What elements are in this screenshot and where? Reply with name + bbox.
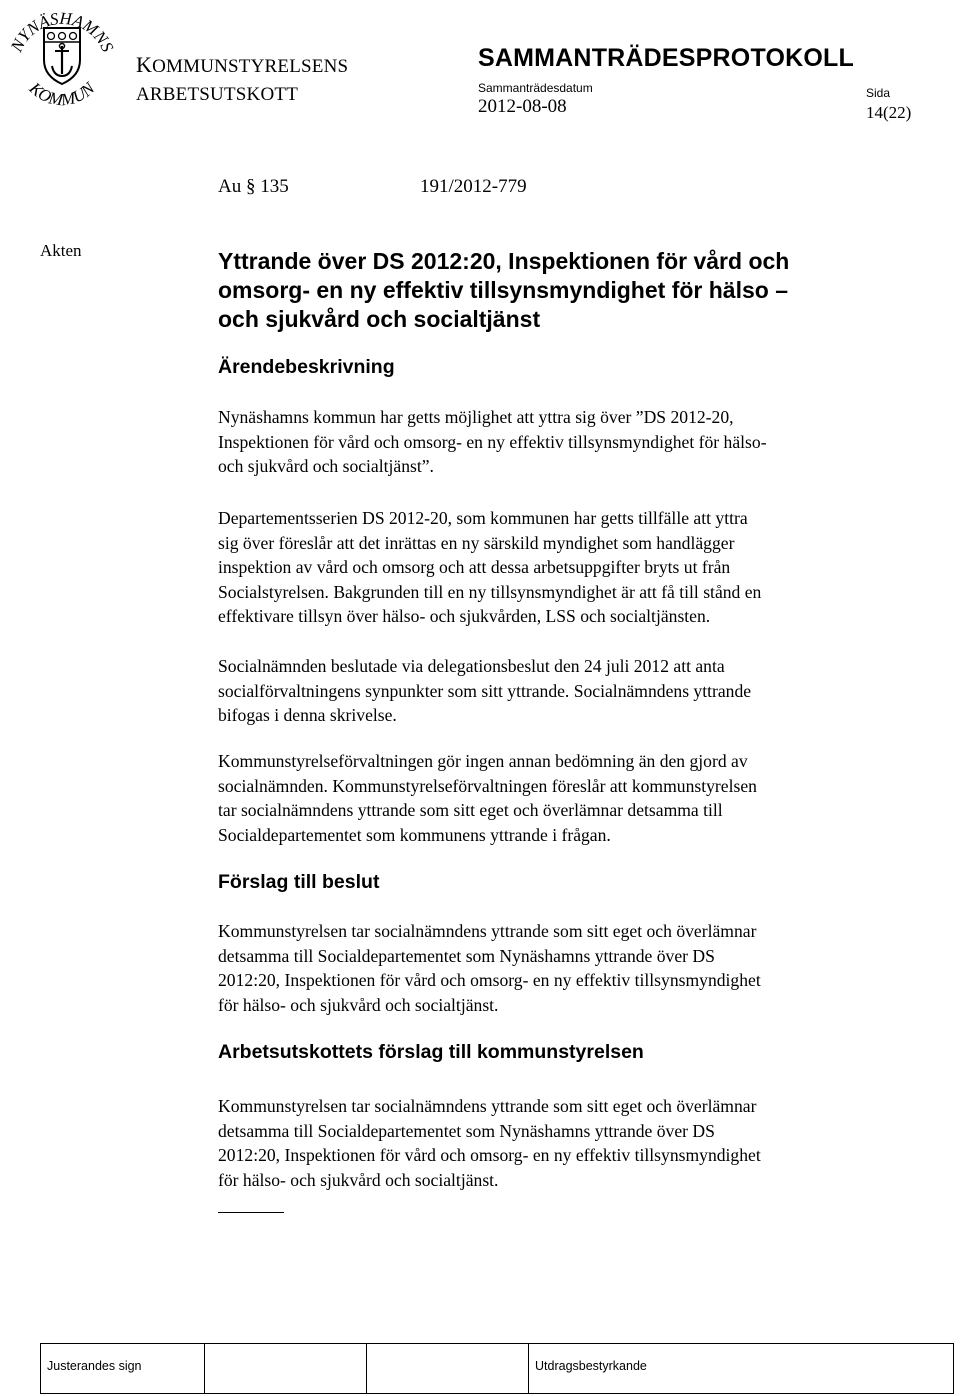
- divider: [528, 1344, 529, 1393]
- text-line: 2012:20, Inspektionen för vård och omsorg- en ny effektiv tillsynsmyndighet: [218, 1145, 761, 1166]
- description-paragraph: [218, 749, 918, 847]
- svg-text:KOMMUN: KOMMUN: [25, 78, 99, 108]
- text-line: och sjukvård och socialtjänst”.: [218, 456, 434, 477]
- end-rule: [218, 1212, 284, 1213]
- case-title: [218, 247, 918, 334]
- text-line: för hälso- och sjukvård och socialtjänst.: [218, 994, 499, 1015]
- text-line: effektivare tillsyn över hälso- och sjukvården, LSS och socialtjänsten.: [218, 606, 711, 627]
- signature-box: [40, 1343, 954, 1394]
- coat-of-arms-icon: [6, 4, 118, 108]
- description-paragraph: [218, 405, 918, 479]
- page-number: 14(22): [866, 103, 912, 122]
- description-paragraph: [218, 506, 918, 629]
- description-heading: Ärendebeskrivning: [218, 356, 395, 378]
- text-line: Kommunstyrelsen tar socialnämndens yttrande som sitt eget och överlämnar: [218, 1096, 757, 1116]
- document-type: SAMMANTRÄDESPROTOKOLL: [478, 44, 854, 72]
- text-line: detsamma till Socialdepartementet som Nynäshamns yttrande över DS: [218, 945, 715, 966]
- municipality-logo: [6, 4, 118, 108]
- organization-subunit: ARBETSUTSKOTT: [136, 84, 298, 105]
- text-line: för hälso- och sjukvård och socialtjänst.: [218, 1169, 499, 1190]
- committee-paragraph: [218, 1094, 918, 1192]
- text-line: Kommunstyrelseförvaltningen gör ingen annan bedömning än den gjord av: [218, 751, 748, 771]
- svg-text:NYNÄSHAMNS: NYNÄSHAMNS: [6, 8, 118, 55]
- title-line: och sjukvård och socialtjänst: [218, 306, 541, 332]
- text-line: bifogas i denna skrivelse.: [218, 705, 397, 726]
- text-line: Nynäshamns kommun har getts möjlighet att yttra sig över ”DS 2012-20,: [218, 407, 734, 427]
- text-line: Inspektionen för vård och omsorg- en ny effektiv tillsynsmyndighet för hälso-: [218, 431, 767, 452]
- text-line: detsamma till Socialdepartementet som Nynäshamns yttrande över DS: [218, 1120, 715, 1141]
- text-line: socialförvaltningens synpunkter som sitt yttrande. Socialnämndens yttrande: [218, 680, 752, 701]
- diary-number: 191/2012-779: [420, 176, 527, 197]
- title-line: Yttrande över DS 2012:20, Inspektionen för vård och: [218, 248, 790, 274]
- text-line: socialnämnden. Kommunstyrelseförvaltningen föreslår att kommunstyrelsen: [218, 775, 757, 796]
- extract-certification-label: Utdragsbestyrkande: [535, 1359, 647, 1373]
- text-line: Socialstyrelsen. Bakgrunden till en ny tillsynsmyndighet är att få till stånd en: [218, 581, 762, 602]
- text-line: Kommunstyrelsen tar socialnämndens yttrande som sitt eget och överlämnar: [218, 921, 757, 941]
- divider: [204, 1344, 205, 1393]
- description-paragraph: [218, 654, 918, 728]
- committee-heading: Arbetsutskottets förslag till kommunstyrelsen: [218, 1041, 644, 1063]
- text-line: inspektion av vård och omsorg och att dessa arbetsuppgifter bryts ut från: [218, 557, 731, 578]
- text-line: sig över föreslår att det inrättas en ny särskild myndighet som handlägger: [218, 532, 735, 553]
- meeting-date-label: Sammanträdesdatum: [478, 81, 593, 95]
- paragraph-reference: Au § 135: [218, 176, 289, 197]
- text-line: Socialnämnden beslutade via delegationsbeslut den 24 juli 2012 att anta: [218, 656, 725, 676]
- text-line: 2012:20, Inspektionen för vård och omsorg- en ny effektiv tillsynsmyndighet: [218, 970, 761, 991]
- meeting-date: 2012-08-08: [478, 96, 567, 117]
- text-line: Departementsserien DS 2012-20, som kommunen har getts tillfälle att yttra: [218, 508, 748, 528]
- proposal-heading: Förslag till beslut: [218, 871, 380, 893]
- page-label: Sida: [866, 86, 891, 100]
- text-line: tar socialnämndens yttrande som sitt eget och överlämnar detsamma till: [218, 800, 723, 821]
- divider: [366, 1344, 367, 1393]
- title-line: omsorg- en ny effektiv tillsynsmyndighet för hälso –: [218, 277, 789, 303]
- distribution-label: Akten: [40, 241, 82, 260]
- text-line: Socialdepartementet som kommunens yttrande i frågan.: [218, 824, 611, 845]
- organization-name: KOMMUNSTYRELSENS: [136, 52, 349, 77]
- justifier-sign-label: Justerandes sign: [47, 1359, 142, 1373]
- proposal-paragraph: [218, 919, 918, 1017]
